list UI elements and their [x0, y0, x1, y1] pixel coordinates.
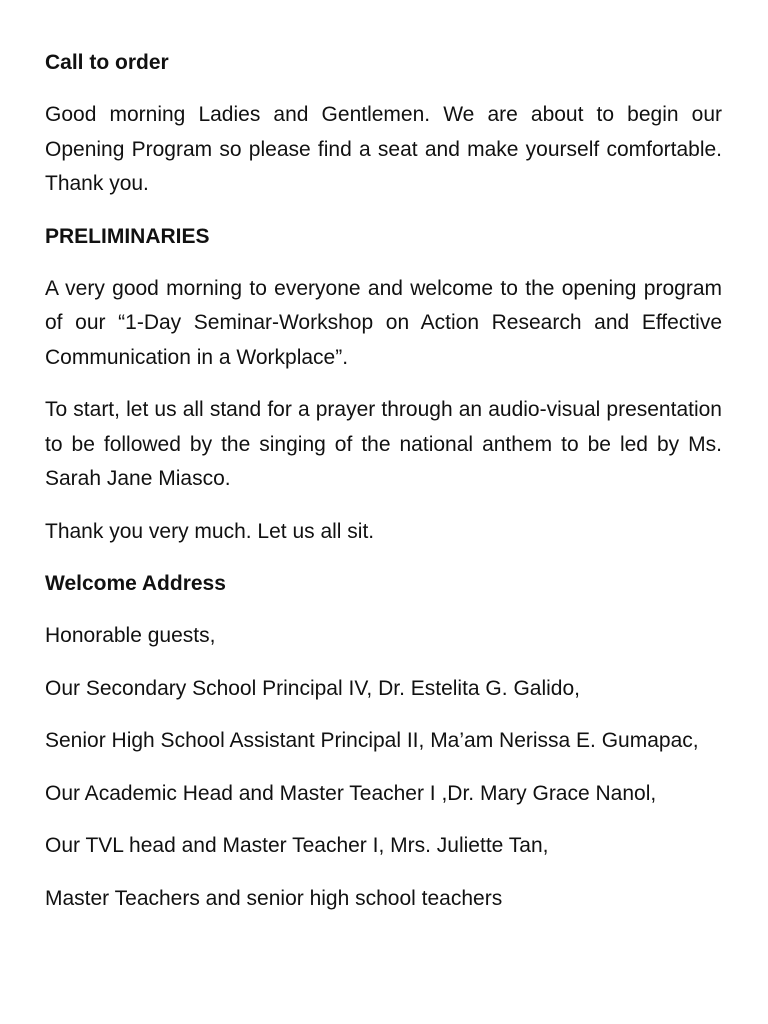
guest-line: Senior High School Assistant Principal II, Ma’am Nerissa E. Gumapac, [45, 729, 699, 752]
preliminaries-paragraph-3: Thank you very much. Let us all sit. [45, 519, 375, 543]
document-page [45, 46, 722, 934]
guest-list [45, 672, 722, 917]
preliminaries-paragraph-1: A very good morning to everyone and welcome to the opening program of our “1-Day Seminar-Workshop on Action Research and Effective Communication in a Workplace”. [45, 276, 722, 369]
guest-line: Our Secondary School Principal IV, Dr. Estelita G. Galido, [45, 676, 580, 700]
heading-preliminaries: PRELIMINARIES [45, 224, 210, 248]
welcome-salutation: Honorable guests, [45, 624, 216, 647]
heading-call-to-order: Call to order [45, 51, 169, 74]
preliminaries-paragraph-2: To start, let us all stand for a prayer through an audio-visual presentation to be followed by the singing of the national anthem to be led by Ms. Sarah Jane Miasco. [45, 398, 722, 490]
guest-line: Our TVL head and Master Teacher I, Mrs. Juliette Tan, [45, 834, 549, 857]
guest-line: Master Teachers and senior high school teachers [45, 886, 503, 910]
heading-welcome-address: Welcome Address [45, 572, 226, 595]
call-to-order-paragraph: Good morning Ladies and Gentlemen. We are about to begin our Opening Program so please find a seat and make yourself comfortable. Thank you. [45, 103, 722, 195]
guest-line: Our Academic Head and Master Teacher I ,Dr. Mary Grace Nanol, [45, 781, 657, 805]
